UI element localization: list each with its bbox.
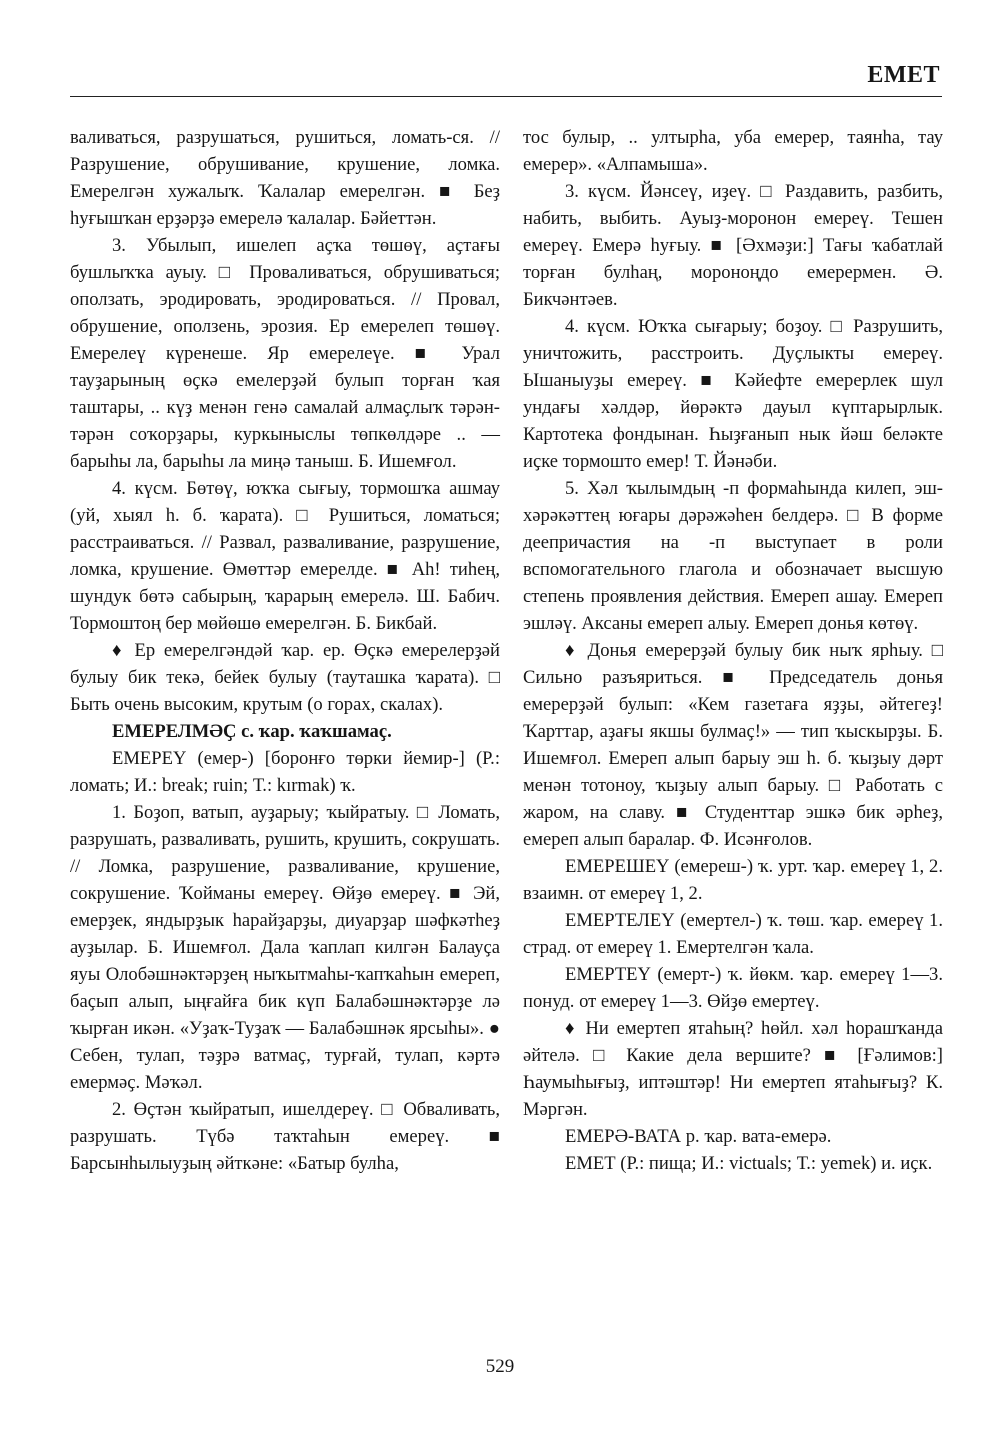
idiom-paragraph: ♦ Донья емерерҙәй булыу бик ныҡ ярһыу. □ Сильно разъяриться. ■ Председатель донья емерерҙәй булып: «Кем газетаға яҙҙы, әйтегеҙ! Ҡарттар, аҙағы якшы булмаҫ!» — тип ҡыскырҙы. Б. Ишемғол. Емереп алып барыу эш һ. б. ҡыҙыу дәрт менән тотоноу, ҡыҙыу алып барыу. □ Работать с жаром, на славу. ■ Студенттар эшкә бик әрһеҙ, емереп алып баралар. Ф. Исәнғолов. xyxy=(523,640,943,850)
header-rule xyxy=(70,96,942,97)
entry-paragraph: валиваться, разрушаться, рушиться, ломать-ся. // Разрушение, обрушивание, крушение, ломка. Емерелгән хужалыҡ. Ҡалалар емерелгән. ■ Беҙ һуғышҡан ерҙәрҙә емерелә ҡалалар. Бәйеттән. xyxy=(70,127,500,229)
entry-paragraph: 4. күсм. Юҡҡа сығарыу; боҙоу. □ Разрушить, уничтожить, расстроить. Дуҫлыкты емереү. Ышаныуҙы емереү. ■ Кәйефте емерерлек шул ундағы хәлдәр, йөрәктә дауыл күптарырлык. Картотека фондынан. Һыҙғанып нык йәш беләкте иҫке тормошто емер! Т. Йәнәби. xyxy=(523,316,943,472)
entry-paragraph: тос булыр, .. ултырһа, уба емерер, таянһа, тау емерер». «Алпамыша». xyxy=(523,127,943,175)
headword-entry: ЕМЕРТЕҮ (емерт-) ҡ. йөкм. ҡар. емереү 1—3. понуд. от емереү 1—3. Өйҙө емертеү. xyxy=(523,964,943,1012)
headword-entry: ЕМЕРЕҮ (емер-) [боронғо төрки йемир-] (Р.: ломать; И.: break; ruin; Т.: kırmak) ҡ. xyxy=(70,748,500,796)
headword-entry: ЕМЕРЕШЕҮ (емереш-) ҡ. урт. ҡар. емереү 1, 2. взаимн. от емереү 1, 2. xyxy=(523,856,943,904)
running-headword: ЕМЕТ xyxy=(867,62,940,88)
headword-entry: ЕМЕРӘ-ВАТА р. ҡар. вата-емерә. xyxy=(565,1126,832,1147)
page-number: 529 xyxy=(485,1356,515,1377)
idiom-paragraph: ♦ Ер емерелгәндәй ҡар. ер. Өҫкә емерелерҙәй булыу бик текә, бейек булыу (тауташка ҡарата). □ Быть очень высоким, крутым (о горах, скалах). xyxy=(70,640,500,715)
headword-entry: ЕМЕРТЕЛЕҮ (емертел-) ҡ. төш. ҡар. емереү 1. страд. от емереү 1. Емертелгән ҡала. xyxy=(523,910,943,958)
entry-paragraph: 4. күсм. Бөтөү, юҡҡа сығыу, тормошҡа ашмау (уй, хыял һ. б. ҡарата). □ Рушиться, ломаться; расстраиваться. // Развал, разваливание, разрушение, ломка, крушение. Өмөттәр емерелде. ■ Аh! тиһең, шундук бөтә сабырың, ҡарарың емерелә. Ш. Бабич. Тормоштоң бер мөйөшө емерелгән. Б. Бикбай. xyxy=(70,478,500,634)
right-column xyxy=(523,124,943,1177)
entry-paragraph: 3. Убылып, ишелеп аҫҡа төшөү, аҫтағы бушлыҡҡа ауыу. □ Проваливаться, обрушиваться; оползать, эродировать, эродироваться. // Провал, обрушение, оползень, эрозия. Ер емерелеп төшөү. Емерелеү күренеше. Яр емерелеүе. ■ Урал тауҙарының өҫкә емелерҙәй булып торған ҡая таштары, .. күҙ менән генә самалай алмаҫлыҡ тәрән-тәрән соҡорҙары, куркыныслы төпкөлдәре .. — барыһы ла, барыһы ла миңә таныш. Б. Ишемғол. xyxy=(70,235,500,472)
headword-entry: ЕМЕТ (Р.: пища; И.: victuals; Т.: yemek) и. иҫк. xyxy=(565,1153,933,1174)
entry-paragraph: 3. күсм. Йәнсеү, иҙеү. □ Раздавить, разбить, набить, выбить. Ауыҙ-моронон емереү. Тешен емереү. Емерә һуғыу. ■ [Әхмәҙи:] Тағы ҡабатлай торған булһаң, мороноңдо емерермен. Ә. Бикчәнтәев. xyxy=(523,181,943,310)
entry-paragraph: 5. Хәл ҡылымдың -п формаһында килеп, эш-хәрәкәттең юғары дәрәжәһен белдерә. □ В форме деепричастия на -п выступает в роли вспомогательного глагола и обозначает высшую степень проявления действия. Емереп ашау. Емереп эшләү. Аксаны емереп алыу. Емереп донья көтөү. xyxy=(523,478,943,634)
idiom-paragraph: ♦ Ни емертеп ятаһың? һөйл. хәл һорашҡанда әйтелә. □ Какие дела вершите? ■ [Ғәлимов:] Һаумыһығыҙ, иптәштәр! Ни емертеп ятаһығыҙ? К. Мәргән. xyxy=(523,1018,943,1120)
entry-paragraph: 2. Өҫтән ҡыйратып, ишелдереү. □ Обваливать, разрушать. Түбә таҡтаһын емереү. ■ Барсынһылыуҙың әйткәне: «Батыр булһа, xyxy=(70,1099,500,1174)
headword-entry: ЕМЕРЕЛМӘҪ с. ҡар. ҡаҡшамаҫ. xyxy=(112,721,392,742)
left-column xyxy=(70,124,500,1177)
entry-paragraph: 1. Боҙоп, ватып, ауҙарыу; ҡыйратыу. □ Ломать, разрушать, разваливать, рушить, крушить, сокрушать. // Ломка, разрушение, разваливание, крушение, сокрушение. Ҡойманы емереү. Өйҙө емереү. ■ Эй, емерҙек, яндырҙык һарайҙарҙы, диуарҙар шәфкәтһеҙ ауҙылар. Б. Ишемғол. Дала ҡаплап килгән Балауҫа яуы Олобәшнәктәрҙең ныҡытмаһы-ҡапҡаһын емереп, баҫып алып, ыңғайға бик күп Балабәшнәктәрҙе лә ҡырған икән. «Уҙаҡ-Туҙаҡ — Балабәшнәк ярсыһы». ● Себен, тулап, тәҙрә ватмаҫ, турғай, тулап, кәртә емермәҫ. Мәҡәл. xyxy=(70,802,500,1093)
